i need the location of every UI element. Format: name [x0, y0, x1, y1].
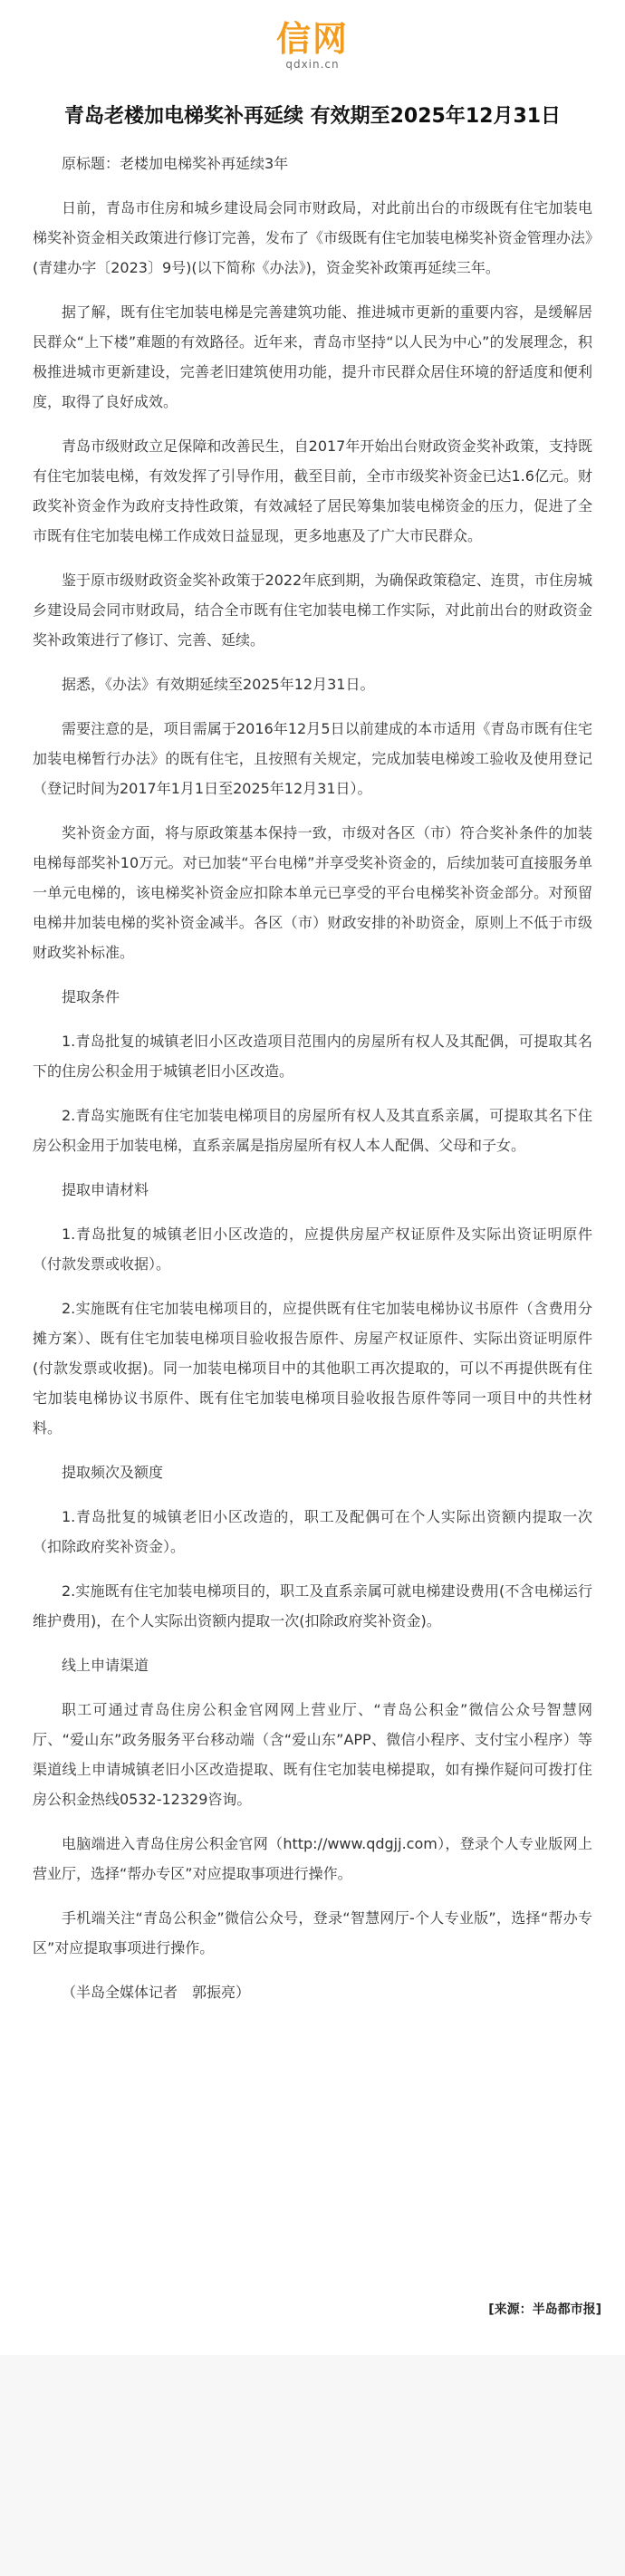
- paragraph: 职工可通过青岛住房公积金官网网上营业厅、“青岛公积金”微信公众号智慧网厅、“爱山东”政务服务平台移动端（含“爱山东”APP、微信小程序、支付宝小程序）等渠道线上申请城镇老旧小区改造提取、既有住宅加装电梯提取，如有操作疑问可拨打住房公积金热线0532-12329咨询。: [33, 1701, 592, 1808]
- bottom-blank-area: [0, 2355, 625, 2576]
- section-heading-frequency: 提取频次及额度: [62, 1464, 164, 1481]
- paragraph: 手机端关注“青岛公积金”微信公众号，登录“智慧网厅-个人专业版”，选择“帮办专区”对应提取事项进行操作。: [33, 1909, 592, 1956]
- paragraph: 2.青岛实施既有住宅加装电梯项目的房屋所有权人及其直系亲属，可提取其名下住房公积金用于加装电梯，直系亲属是指房屋所有权人本人配偶、父母和子女。: [33, 1107, 592, 1154]
- source-label: [来源：半岛都市报]: [488, 2302, 601, 2317]
- paragraph: 2.实施既有住宅加装电梯项目的，应提供既有住宅加装电梯协议书原件（含费用分摊方案）、既有住宅加装电梯项目验收报告原件、房屋产权证原件、实际出资证明原件(付款发票或收据)。同一加装电梯项目中的其他职工再次提取的，可以不再提供既有住宅加装电梯协议书原件、既有住宅加装电梯项目验收报告原件等同一项目中的共性材料。: [33, 1300, 592, 1437]
- section-heading-materials: 提取申请材料: [62, 1181, 149, 1198]
- paragraph: 据了解，既有住宅加装电梯是完善建筑功能、推进城市更新的重要内容，是缓解居民群众“上下楼”难题的有效路径。近年来，青岛市坚持“以人民为中心”的发展理念，积极推进城市更新建设，完善老旧建筑使用功能，提升市民群众居住环境的舒适度和便利度，取得了良好成效。: [33, 303, 592, 410]
- article-title: 青岛老楼加电梯奖补再延续 有效期至2025年12月31日: [63, 105, 562, 128]
- article-body: [0, 132, 625, 2007]
- paragraph: 1.青岛批复的城镇老旧小区改造的，应提供房屋产权证原件及实际出资证明原件（付款发票或收据）。: [33, 1226, 592, 1273]
- reporter-credit: （半岛全媒体记者 郭振亮）: [62, 1984, 251, 2001]
- paragraph: 日前，青岛市住房和城乡建设局会同市财政局，对此前出台的市级既有住宅加装电梯奖补资金相关政策进行修订完善，发布了《市级既有住宅加装电梯奖补资金管理办法》(青建办字〔2023〕9号)(以下简称《办法》)，资金奖补政策再延续三年。: [33, 199, 592, 276]
- paragraph: 电脑端进入青岛住房公积金官网（http://www.qdgjj.com），登录个人专业版网上营业厅，选择“帮办专区”对应提取事项进行操作。: [33, 1835, 592, 1882]
- paragraph: 奖补资金方面，将与原政策基本保持一致，市级对各区（市）符合奖补条件的加装电梯每部奖补10万元。对已加装“平台电梯”并享受奖补资金的，后续加装可直接服务单一单元电梯的，该电梯奖补资金应扣除本单元已享受的平台电梯奖补资金部分。对预留电梯井加装电梯的奖补资金减半。各区（市）财政安排的补助资金，原则上不低于市级财政奖补标准。: [33, 824, 592, 961]
- paragraph: 2.实施既有住宅加装电梯项目的，职工及直系亲属可就电梯建设费用(不含电梯运行维护费用)，在个人实际出资额内提取一次(扣除政府奖补资金)。: [33, 1582, 592, 1629]
- paragraph: 1.青岛批复的城镇老旧小区改造项目范围内的房屋所有权人及其配偶，可提取其名下的住房公积金用于城镇老旧小区改造。: [33, 1033, 592, 1080]
- paragraph-original-title: 原标题：老楼加电梯奖补再延续3年: [62, 155, 289, 172]
- section-heading-conditions: 提取条件: [62, 988, 120, 1005]
- paragraph: 鉴于原市级财政资金奖补政策于2022年底到期，为确保政策稳定、连贯，市住房城乡建设局会同市财政局，结合全市既有住宅加装电梯工作实际，对此前出台的财政资金奖补政策进行了修订、完善、延续。: [33, 572, 592, 649]
- paragraph: 青岛市级财政立足保障和改善民生，自2017年开始出台财政资金奖补政策，支持既有住宅加装电梯，有效发挥了引导作用，截至目前，全市市级奖补资金已达1.6亿元。财政奖补资金作为政府支持性政策，有效减轻了居民筹集加装电梯资金的压力，促进了全市既有住宅加装电梯工作成效日益显现，更多地惠及了广大市民群众。: [33, 437, 592, 544]
- logo-wordmark: 信网: [275, 19, 349, 59]
- paragraph: 需要注意的是，项目需属于2016年12月5日以前建成的本市适用《青岛市既有住宅加装电梯暂行办法》的既有住宅，且按照有关规定，完成加装电梯竣工验收及使用登记（登记时间为2017年1月1日至2025年12月31日）。: [33, 720, 592, 797]
- paragraph: 据悉，《办法》有效期延续至2025年12月31日。: [62, 676, 375, 693]
- logo-domain: qdxin.cn: [285, 58, 340, 71]
- section-heading-online: 线上申请渠道: [62, 1657, 149, 1674]
- paragraph: 1.青岛批复的城镇老旧小区改造的，职工及配偶可在个人实际出资额内提取一次（扣除政府奖补资金）。: [33, 1508, 592, 1555]
- site-logo[interactable]: [0, 0, 625, 82]
